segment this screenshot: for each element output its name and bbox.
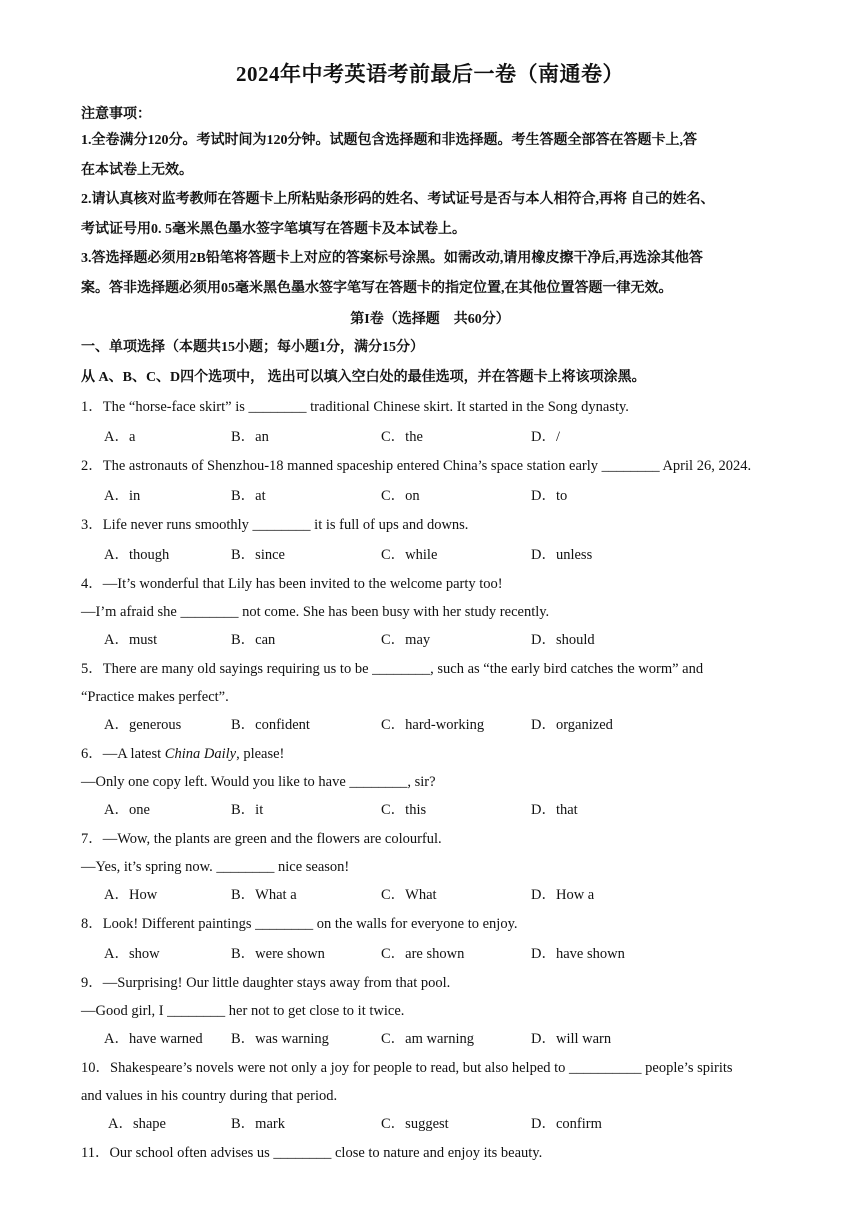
option-d[interactable]: D．unless: [531, 547, 593, 563]
note-line: 在本试卷上无效。: [81, 162, 193, 178]
section-title: 第I卷（选择题 共60分）: [350, 312, 510, 327]
option-c[interactable]: C．hard-working: [381, 717, 485, 733]
option-c[interactable]: C．this: [381, 802, 427, 818]
option-c[interactable]: C．are shown: [381, 946, 465, 962]
question-8-options: [104, 944, 804, 964]
option-c[interactable]: C．may: [381, 632, 431, 648]
option-b[interactable]: B．mark: [231, 1116, 285, 1132]
note-line: 考试证号用0. 5毫米黑色墨水签字笔填写在答题卡及本试卷上。: [81, 221, 466, 237]
option-c[interactable]: C．while: [381, 547, 438, 563]
note-line: 2.请认真核对监考教师在答题卡上所粘贴条形码的姓名、考试证号是否与本人相符合,再将 自己的姓名、: [81, 192, 715, 207]
option-d[interactable]: D．organized: [531, 717, 613, 733]
question-4-stem: 4．—It’s wonderful that Lily has been invited to the welcome party too!: [81, 576, 503, 592]
option-a[interactable]: A．must: [104, 632, 158, 648]
option-a[interactable]: A．in: [104, 488, 141, 504]
option-a[interactable]: A．generous: [104, 717, 182, 733]
question-5-stem-cont: “Practice makes perfect”.: [81, 689, 229, 705]
question-5-options: [104, 715, 804, 735]
instruction-text: 从 A、B、C、D四个选项中， 选出可以填入空白处的最佳选项，并在答题卡上将该项涂黑。: [81, 370, 646, 385]
option-b[interactable]: B．at: [231, 488, 266, 504]
question-7-reply: —Yes, it’s spring now. ________ nice season!: [81, 859, 350, 875]
question-6-options: [104, 800, 804, 820]
question-10-stem-cont: and values in his country during that period.: [81, 1088, 338, 1104]
question-1-options: [104, 427, 804, 447]
option-d[interactable]: D．that: [531, 802, 578, 818]
option-d[interactable]: D．will warn: [531, 1031, 612, 1047]
option-b[interactable]: B．What a: [231, 887, 297, 903]
part-title: 一、单项选择（本题共15小题；每小题1分，满分15分）: [81, 340, 424, 355]
option-d[interactable]: D．confirm: [531, 1116, 602, 1132]
option-c[interactable]: C．on: [381, 488, 420, 504]
question-1-stem: 1．The “horse-face skirt” is ________ traditional Chinese skirt. It started in the Song dynasty.: [81, 399, 629, 415]
question-10-options: [108, 1114, 808, 1134]
option-b[interactable]: B．since: [231, 547, 285, 563]
question-9-stem: 9．—Surprising! Our little daughter stays away from that pool.: [81, 975, 451, 991]
option-d[interactable]: D．How a: [531, 887, 595, 903]
option-a[interactable]: A．show: [104, 946, 160, 962]
option-a[interactable]: A．though: [104, 547, 170, 563]
option-d[interactable]: D．should: [531, 632, 595, 648]
option-b[interactable]: B．it: [231, 802, 264, 818]
newspaper-name: China Daily: [164, 746, 237, 762]
question-2-options: [104, 486, 804, 506]
note-line: 案。答非选择题必须用05毫米黑色墨水签字笔写在答题卡的指定位置,在其他位置答题一律无效。: [81, 280, 673, 296]
option-d[interactable]: D．to: [531, 488, 568, 504]
question-5-stem: 5．There are many old sayings requiring us to be ________, such as “the early bird catches the worm” and: [81, 661, 704, 677]
question-7-stem: 7．—Wow, the plants are green and the flowers are colourful.: [81, 831, 442, 847]
option-c[interactable]: C．the: [381, 429, 423, 445]
option-b[interactable]: B．an: [231, 429, 269, 445]
question-9-reply: —Good girl, I ________ her not to get close to it twice.: [81, 1003, 405, 1019]
question-9-options: [104, 1029, 804, 1049]
option-d[interactable]: D．have shown: [531, 946, 625, 962]
note-line: 1.全卷满分120分。考试时间为120分钟。试题包含选择题和非选择题。考生答题全部答在答题卡上,答: [81, 133, 697, 148]
option-b[interactable]: B．can: [231, 632, 276, 648]
option-d[interactable]: D．/: [531, 429, 560, 445]
question-4-reply: —I’m afraid she ________ not come. She has been busy with her study recently.: [81, 604, 550, 620]
option-a[interactable]: A．one: [104, 802, 150, 818]
exam-title: 2024年中考英语考前最后一卷（南通卷）: [236, 62, 624, 86]
option-c[interactable]: C．am warning: [381, 1031, 475, 1047]
note-line: 3.答选择题必须用2B铅笔将答题卡上对应的答案标号涂黑。如需改动,请用橡皮擦干净后,再选涂其他答: [81, 251, 703, 266]
option-a[interactable]: A．a: [104, 429, 136, 445]
option-a[interactable]: A．shape: [108, 1116, 166, 1132]
option-a[interactable]: A．How: [104, 887, 158, 903]
question-2-stem: 2．The astronauts of Shenzhou-18 manned spaceship entered China’s space station early ________ April 26, 2024.: [81, 458, 752, 474]
option-b[interactable]: B．were shown: [231, 946, 325, 962]
question-6-reply: —Only one copy left. Would you like to have ________, sir?: [81, 774, 436, 790]
question-6-stem: [81, 744, 284, 764]
question-11-stem: 11．Our school often advises us ________ close to nature and enjoy its beauty.: [81, 1145, 543, 1161]
notes-heading: 注意事项：: [81, 107, 151, 122]
question-6-text-a: 6．—A latest: [81, 746, 165, 762]
option-c[interactable]: C．What: [381, 887, 437, 903]
option-a[interactable]: A．have warned: [104, 1031, 203, 1047]
notes-block: [81, 104, 781, 303]
option-b[interactable]: B．was warning: [231, 1031, 329, 1047]
option-c[interactable]: C．suggest: [381, 1116, 449, 1132]
question-10-stem: 10．Shakespeare’s novels were not only a joy for people to read, but also helped to __________ people’s spirits: [81, 1060, 733, 1076]
question-8-stem: 8．Look! Different paintings ________ on the walls for everyone to enjoy.: [81, 916, 518, 932]
option-b[interactable]: B．confident: [231, 717, 310, 733]
question-6-text-b: , please!: [236, 746, 285, 762]
question-4-options: [104, 630, 804, 650]
question-3-options: [104, 545, 804, 565]
question-3-stem: 3．Life never runs smoothly ________ it is full of ups and downs.: [81, 517, 469, 533]
question-7-options: [104, 885, 804, 905]
